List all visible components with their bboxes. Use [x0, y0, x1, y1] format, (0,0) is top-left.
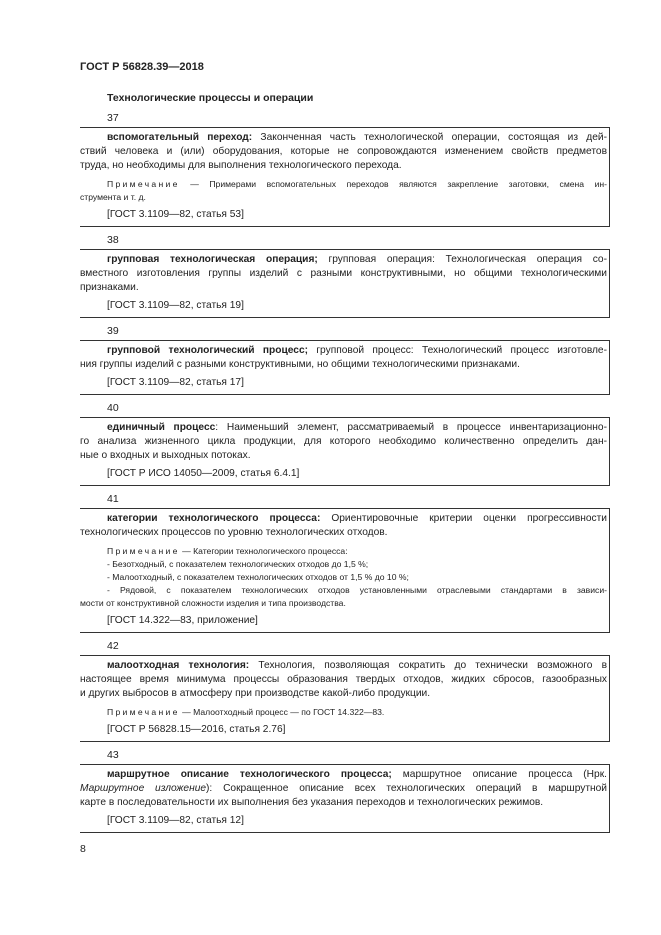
text-segment: маршрутное описание процесса (Нрк. [391, 769, 607, 780]
term-entry [80, 417, 610, 486]
note [80, 706, 607, 719]
note-label: Примечание [107, 546, 180, 556]
entry-number: 37 [107, 112, 119, 124]
text-line [80, 267, 607, 281]
term: малоотходная технология: [107, 660, 250, 671]
text-line [80, 253, 607, 267]
text-line [80, 281, 607, 295]
text-segment: технологических процессов по уровню технологических отходов. [80, 527, 388, 538]
text-segment: — Малоотходный процесс — по ГОСТ 14.322—83. [179, 707, 385, 717]
text-segment: признаками. [80, 282, 139, 293]
text-segment: струмента и т. д. [80, 192, 146, 202]
text-line [80, 796, 607, 810]
text-segment: Ориентировочные критерии оценки прогрессивности [320, 513, 607, 524]
definition [80, 344, 607, 372]
source-reference: [ГОСТ 3.1109—82, статья 12] [107, 815, 244, 826]
entry-number: 38 [107, 234, 119, 246]
entry-number: 42 [107, 640, 119, 652]
page-number: 8 [80, 843, 86, 855]
term: маршрутное описание технологического процесса; [107, 769, 392, 780]
text-segment: ствий человека и (или) оборудования, которые не сопровождаются изменением свойств предметов [80, 146, 607, 157]
text-segment: ): Сокращенное описание всех технологических операций в маршрутной [206, 783, 607, 794]
definition [80, 512, 607, 540]
term: категории технологического процесса: [107, 513, 321, 524]
text-line [80, 597, 607, 610]
text-segment: - Рядовой, с показателем технологических отходов установленными отраслевыми стандартами в зависи- [107, 585, 607, 595]
definition [80, 421, 607, 463]
text-segment: Маршрутное изложение [80, 783, 207, 794]
text-line [80, 659, 607, 673]
definition [80, 768, 607, 810]
text-line [80, 584, 607, 597]
text-line [80, 191, 607, 204]
text-segment: мости от конструктивной сложности изделия и типа производства. [80, 598, 346, 608]
source-reference: [ГОСТ 3.1109—82, статья 17] [107, 377, 244, 388]
definition [80, 253, 607, 295]
text-segment: вместного изготовления группы изделий с разными конструктивными, но общими технологическими [80, 268, 607, 279]
text-segment: го анализа жизненного цикла продукции, для которого необходимо количественно определить дан- [80, 436, 607, 447]
text-segment: — Примерами вспомогательных переходов являются закрепление заготовки, смена ин- [179, 179, 607, 189]
note-paragraph [80, 706, 607, 719]
text-line [80, 768, 607, 782]
text-line [80, 687, 607, 701]
source-reference: [ГОСТ 3.1109—82, статья 53] [107, 209, 244, 220]
term-entry [80, 340, 610, 395]
text-segment: — Категории технологического процесса: [179, 546, 348, 556]
text-segment: настоящее время минимума процессы образования твердых отходов, жидких сбросов, газообразных [80, 674, 607, 685]
text-segment: Законченная часть технологической операции, состоящая из дей- [252, 132, 607, 143]
entry-number: 40 [107, 402, 119, 414]
text-line [80, 159, 607, 173]
source-reference: [ГОСТ 3.1109—82, статья 19] [107, 300, 244, 311]
term: групповой технологический процесс; [107, 345, 309, 356]
term-entries [80, 109, 610, 837]
source-reference: [ГОСТ 14.322—83, приложение] [107, 615, 258, 626]
document-header: ГОСТ Р 56828.39—2018 [80, 61, 204, 73]
term-entry [80, 764, 610, 833]
source-reference: [ГОСТ Р 56828.15—2016, статья 2.76] [107, 724, 286, 735]
note-paragraph [80, 178, 607, 204]
term-entry [80, 249, 610, 318]
text-line [80, 706, 607, 719]
term-entry [80, 508, 610, 633]
term-entry [80, 655, 610, 742]
entry-number: 41 [107, 493, 119, 505]
definition [80, 659, 607, 701]
term: единичный процесс [107, 422, 216, 433]
text-line [80, 344, 607, 358]
text-line [80, 145, 607, 159]
text-line [80, 571, 607, 584]
entry-number: 43 [107, 749, 119, 761]
section-title: Технологические процессы и операции [107, 92, 314, 104]
text-line [80, 673, 607, 687]
note-paragraph [80, 571, 607, 584]
note-paragraph [80, 584, 607, 610]
term-entry [80, 127, 610, 227]
note-label: Примечание [107, 179, 180, 189]
text-line [80, 358, 607, 372]
text-segment: ния группы изделий с разными конструктивными, но общими технологическими признаками. [80, 359, 520, 370]
text-segment: труда, но необходимы для выполнения технологического перехода. [80, 160, 402, 171]
text-line [80, 512, 607, 526]
text-line [80, 526, 607, 540]
text-line [80, 435, 607, 449]
text-segment: групповой процесс: Технологический процесс изготовле- [308, 345, 607, 356]
note [80, 178, 607, 204]
text-line [80, 178, 607, 191]
text-line [80, 421, 607, 435]
definition [80, 131, 607, 173]
term: вспомогательный переход: [107, 132, 253, 143]
text-line [80, 545, 607, 558]
text-segment: и других выбросов в атмосферу при производстве какой-либо продукции. [80, 688, 431, 699]
text-segment: - Малоотходный, с показателем технологических отходов от 1,5 % до 10 %; [107, 572, 409, 582]
text-line [80, 449, 607, 463]
text-line [80, 558, 607, 571]
note-label: Примечание [107, 707, 180, 717]
text-line [80, 782, 607, 796]
text-line [80, 131, 607, 145]
text-segment: Технология, позволяющая сократить до технически возможного в [249, 660, 607, 671]
text-segment: : Наименьший элемент, рассматриваемый в процессе инвентаризационно- [215, 422, 607, 433]
text-segment: ные о входных и выходных потоках. [80, 450, 251, 461]
term: групповая технологическая операция; [107, 254, 318, 265]
note-paragraph [80, 558, 607, 571]
text-segment: - Безотходный, с показателем технологических отходов до 1,5 %; [107, 559, 369, 569]
text-segment: карте в последовательности их выполнения без указания переходов и технологических режимов. [80, 797, 544, 808]
note-paragraph [80, 545, 607, 558]
entry-number: 39 [107, 325, 119, 337]
note [80, 545, 607, 610]
text-segment: групповая операция: Технологическая операция со- [317, 254, 607, 265]
source-reference: [ГОСТ Р ИСО 14050—2009, статья 6.4.1] [107, 468, 300, 479]
